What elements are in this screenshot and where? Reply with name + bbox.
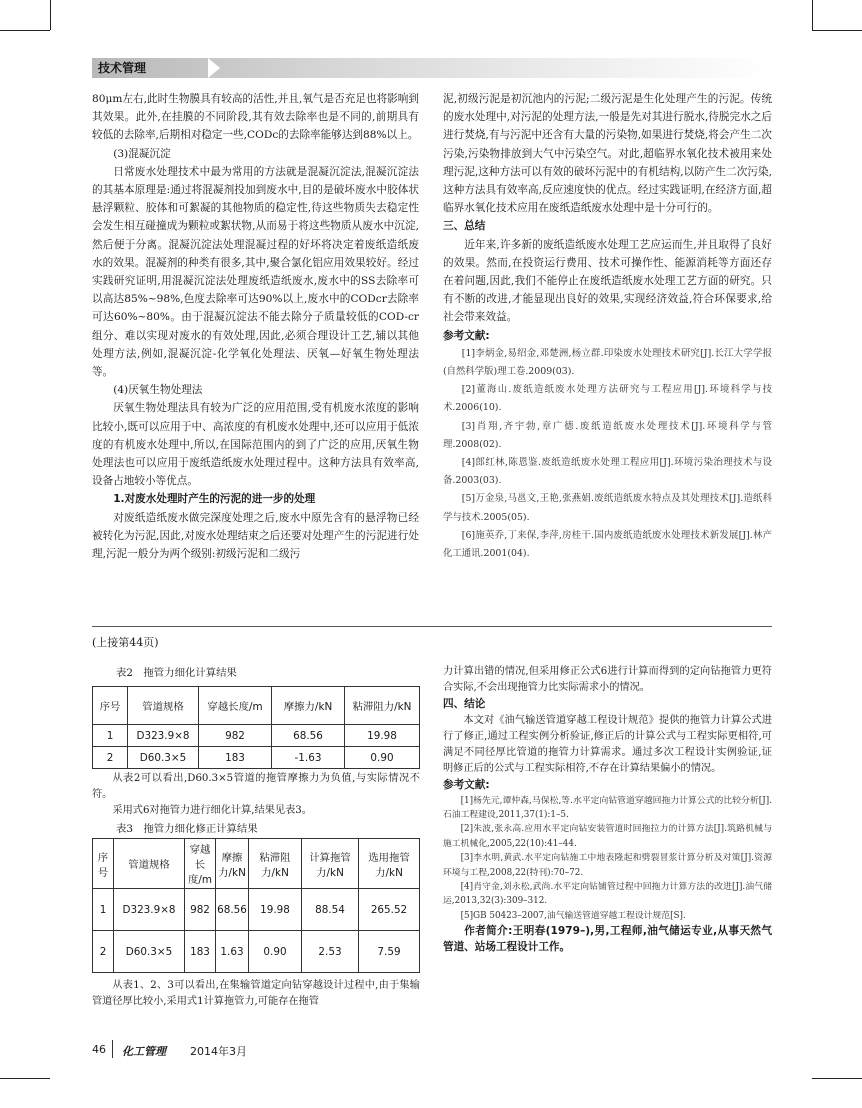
- subheading: (3)混凝沉淀: [113, 147, 171, 160]
- table-cell: 19.98: [249, 889, 302, 931]
- reference-item: [4]郎红林,陈恩鉴.废纸造纸废水处理工程应用[J].环境污染治理技术与设备.2003(03).: [443, 457, 772, 487]
- paragraph: 从表2可以看出,D60.3×5管道的拖管摩擦力为负值,与实际情况不符。: [92, 773, 420, 801]
- table-row: [93, 889, 420, 931]
- continued-note: (上接第44页): [92, 636, 159, 649]
- table-cell: 2.53: [302, 931, 359, 973]
- reference-item: [4]肖守金,刘永松,武尚.水平定向钻铺管过程中回拖力计算方法的改进[J].油气储运,2013,32(3):309–312.: [443, 882, 772, 907]
- crop-mark: [812, 1078, 862, 1079]
- table-cell: 1: [93, 889, 114, 931]
- paragraph: 厌氧生物处理法具有较为广泛的应用范围,受有机废水浓度的影响比较小,既可以应用于中、高浓度的有机废水处理中,还可以应用于低浓度的有机废水处理中,所以,在国际范围内的到了广泛的应用,厌氧生物处理法也可以应用于废纸造纸废水处理过程中。这种方法具有效率高,设备占地较小等优点。: [92, 402, 419, 488]
- reference-item: [1]李炳金,易绍金,邓楚洲,杨立群.印染废水处理技术研究[J].长江大学学报(自然科学版)理工卷.2009(03).: [443, 347, 772, 378]
- table-header-cell: 穿越长度/m: [185, 839, 216, 889]
- table3: [92, 838, 420, 973]
- paragraph: 日常废水处理技术中最为常用的方法就是混凝沉淀法,混凝沉淀法的其基本原理是:通过将混凝剂投加到废水中,目的是破坏废水中胶体状悬浮颗粒、胶体和可絮凝的其他物质的稳定性,待这些物质失去稳定性会发生相互碰撞成为颗粒或絮状物,从而易于将这些物质从废水中沉淀,然后便于分离。混凝沉淀法处理混凝过程的好坏将决定着废纸造纸废水的效果。混凝剂的种类有很多,其中,聚合氯化铝应用效果较好。经过实践研究证明,用混凝沉淀法处理废纸造纸废水,废水中的SS去除率可以高达85%~98%,色度去除率可达90%以上,废水中的CODcr去除率可达60%~80%。由于混凝沉淀法不能去除分子质量较低的COD-cr组分、难以实现对废水的有效处理,因此,必须合理设计工艺,辅以其他处理方法,例如,混凝沉淀-化学氧化处理法、厌氧—好氧生物处理法等。: [92, 165, 419, 379]
- paragraph: 本文对《油气输送管道穿越工程设计规范》提供的拖管力计算公式进行了修正,通过工程实例分析验证,修正后的计算公式与工程实际更相符,可满足不同径厚比管道的拖管力计算需求。通过多次工程设计实例验证,证明修正后的公式与工程实际相符,不存在计算结果偏小的情况。: [443, 714, 772, 775]
- reference-item: [5]万金泉,马邕文,王艳,张燕娟.废纸造纸废水特点及其处理技术[J].造纸科学与技术.2005(05).: [443, 493, 772, 523]
- crop-mark: [812, 30, 862, 31]
- table-header-cell: 管道规格: [128, 687, 199, 725]
- table-cell: 982: [199, 725, 272, 747]
- table2: [92, 686, 420, 769]
- table-cell: -1.63: [272, 747, 345, 769]
- section-divider: [92, 626, 772, 627]
- table-header-cell: 摩擦力/kN: [216, 839, 249, 889]
- table-header-cell: 选用拖管力/kN: [359, 839, 420, 889]
- paragraph: 泥,初级污泥是初沉池内的污泥;二级污泥是生化处理产生的污泥。传统的废水处理中,对污泥的处理方法,一般是先对其进行脱水,待脱完水之后进行焚烧,有与污泥中还含有大量的污染物,如果进行焚烧,将会产生二次污染,污染物排放到大气中污染空气。对此,超临界水氧化技术被用来处理污泥,这种方法可以有效的破坏污泥中的有机结构,以防产生二次污染,这种方法具有效率高,反应速度快的优点。经过实践证明,在经济方面,超临界水氧化技术应用在废纸造纸废水处理中是十分可行的。: [443, 93, 772, 215]
- table-cell: D323.9×8: [128, 725, 199, 747]
- table-header-cell: 序号: [93, 687, 128, 725]
- table-header-cell: 粘滞阻力/kN: [345, 687, 420, 725]
- header-arrow-decoration: [208, 58, 220, 78]
- crop-mark: [0, 30, 50, 31]
- table-cell: 0.90: [345, 747, 420, 769]
- table-cell: 2: [93, 931, 114, 973]
- table-cell: 1.63: [216, 931, 249, 973]
- table-cell: 265.52: [359, 889, 420, 931]
- issue-date: 2014年3月: [190, 1045, 247, 1058]
- table-cell: 88.54: [302, 889, 359, 931]
- table-cell: 0.90: [249, 931, 302, 973]
- paragraph: 对废纸造纸废水做完深度处理之后,废水中原先含有的悬浮物已经被转化为污泥,因此,对废水处理结束之后还要对处理产生的污泥进行处理,污泥一般分为两个级别:初级污泥和二级污: [92, 511, 419, 561]
- table-row: [93, 725, 420, 747]
- table-header-cell: 穿越长度/m: [199, 687, 272, 725]
- paragraph: 采用式6对拖管力进行细化计算,结果见表3。: [112, 805, 312, 817]
- table-row: [93, 747, 420, 769]
- section-heading: 四、结论: [443, 698, 486, 711]
- table-cell: 19.98: [345, 725, 420, 747]
- right-column: [443, 90, 772, 563]
- subheading: (4)厌氧生物处理法: [113, 384, 203, 397]
- paragraph: 力计算出错的情况,但采用修正公式6进行计算而得到的定向钻拖管力更符合实际,不会出现拖管力比实际需求小的情况。: [443, 666, 772, 694]
- table-cell: D323.9×8: [114, 889, 185, 931]
- table-cell: 1: [93, 725, 128, 747]
- author-bio: 作者简介:王明春(1979–),男,工程师,油气储运专业,从事天然气管道、站场工程设计工作。: [443, 925, 772, 954]
- table3-caption: 表3 拖管力细化修正计算结果: [116, 823, 258, 835]
- bottom-left-text: [92, 978, 420, 1010]
- table-header-cell: 粘滞阻力/kN: [249, 839, 302, 889]
- table-cell: 183: [199, 747, 272, 769]
- reference-item: [1]杨先元,谭仲森,马保松,等.水平定向钻管道穿越回拖力计算公式的比较分析[J].石油工程建设,2011,37(1):1–5.: [443, 795, 772, 821]
- page-number: 46: [92, 1043, 106, 1056]
- table-header-cell: 摩擦力/kN: [272, 687, 345, 725]
- section-heading: 1.对废水处理时产生的污泥的进一步的处理: [113, 493, 316, 506]
- crop-mark: [0, 1078, 50, 1079]
- table-cell: 183: [185, 931, 216, 973]
- section-title: 技术管理: [98, 61, 147, 75]
- table-header-cell: 计算拖管力/kN: [302, 839, 359, 889]
- table-row: [93, 931, 420, 973]
- reference-item: [2]董海山.废纸造纸废水处理方法研究与工程应用[J].环境科学与技术.2006(10).: [443, 384, 772, 414]
- left-column: [92, 90, 419, 563]
- section-header-band: [92, 58, 772, 78]
- mid-text: [92, 771, 420, 820]
- table-cell: 2: [93, 747, 128, 769]
- journal-name: 化工管理: [122, 1045, 166, 1058]
- reference-item: [6]施英乔,丁来保,李萍,房桂干.国内废纸造纸废水处理技术新发展[J].林产化工通讯.2001(04).: [443, 529, 772, 560]
- footer-separator: [112, 1040, 113, 1058]
- table-cell: D60.3×5: [128, 747, 199, 769]
- table-header-cell: 序号: [93, 839, 114, 889]
- table2-caption: 表2 拖管力细化计算结果: [116, 667, 237, 679]
- reference-item: [2]朱波,张永高.应用水平定向钻安装管道时回拖拉力的计算方法[J].筑路机械与施工机械化,2005,22(10):41–44.: [443, 824, 772, 849]
- paragraph: 80μm左右,此时生物膜具有较高的活性,并且,氧气是否充足也将影响到其效果。此外,在挂膜的不同阶段,其有效去除率也是不同的,前期具有较低的去除率,后期相对稳定一些,CODc的去除率能够达到88%以上。: [92, 93, 419, 142]
- bottom-right-column: [443, 664, 772, 956]
- reference-item: [3]肖翔,齐宇勃,章广德.废纸造纸废水处理技术[J].环境科学与管理.2008(02).: [443, 420, 772, 450]
- paragraph: 从表1、2、3可以看出,在集输管道定向钻穿越设计过程中,由于集输管道径厚比较小,采用式1计算拖管力,可能存在拖管: [92, 980, 420, 1008]
- table-cell: 68.56: [216, 889, 249, 931]
- section-heading: 三、总结: [443, 220, 486, 233]
- crop-mark: [812, 0, 813, 30]
- paragraph: 近年来,许多新的废纸造纸废水处理工艺应运而生,并且取得了良好的效果。然而,在投资运行费用、技术可操作性、能源消耗等方面还存在着问题,因此,我们不能停止在废纸造纸废水处理工艺方面的研究。只有不断的改进,才能显现出良好的效果,实现经济效益,符合环保要求,给社会带来效益。: [443, 238, 772, 324]
- references-heading: 参考文献:: [443, 779, 490, 792]
- table-cell: D60.3×5: [114, 931, 185, 973]
- table-cell: 982: [185, 889, 216, 931]
- reference-item: [3]李水明,黄武.水平定向钻施工中地表隆起和劈裂冒浆计算分析及对策[J].资源环境与工程,2008,22(特刊):70–72.: [443, 853, 772, 878]
- table-cell: 68.56: [272, 725, 345, 747]
- references-heading: 参考文献:: [443, 329, 490, 342]
- crop-mark: [50, 0, 51, 30]
- table-cell: 7.59: [359, 931, 420, 973]
- reference-item: [5]GB 50423–2007,油气输送管道穿越工程设计规范[S].: [460, 910, 686, 921]
- table-header-cell: 管道规格: [114, 839, 185, 889]
